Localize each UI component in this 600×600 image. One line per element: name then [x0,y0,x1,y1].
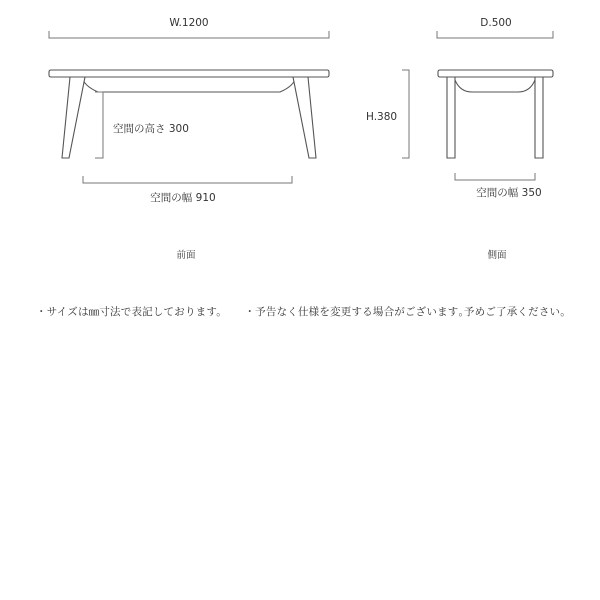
side-table-top [438,70,553,77]
side-right-leg [535,77,543,158]
front-width-label: W.1200 [169,17,209,29]
front-view-label: 前面 [176,250,196,261]
front-clearance-height-label: 空間の高さ 300 [113,123,189,135]
front-table-top [49,70,329,77]
side-clearance-width-label: 空間の幅 350 [476,187,542,199]
front-view [49,17,329,261]
side-height-dimension-line [402,70,409,158]
front-right-leg [293,77,316,158]
front-apron [82,77,296,92]
side-view [366,17,553,261]
side-height-label: H.380 [366,111,398,123]
front-clearance-height-line [95,92,103,158]
front-clearance-width-line [83,176,292,183]
side-view-label: 側面 [487,250,507,261]
note-spec-change: ・予告なく仕様を変更する場合がございます｡予めご了承ください。 [244,306,571,318]
front-left-leg [62,77,85,158]
notes-line [36,304,596,319]
side-depth-dimension-line [437,31,553,38]
side-clearance-width-line [455,173,535,180]
note-size-unit: ・サイズは㎜寸法で表記しております。 [36,306,227,318]
front-width-dimension-line [49,31,329,38]
side-depth-label: D.500 [480,17,512,29]
front-clearance-width-label: 空間の幅 910 [150,192,216,204]
side-left-leg [447,77,455,158]
side-apron [455,80,535,92]
